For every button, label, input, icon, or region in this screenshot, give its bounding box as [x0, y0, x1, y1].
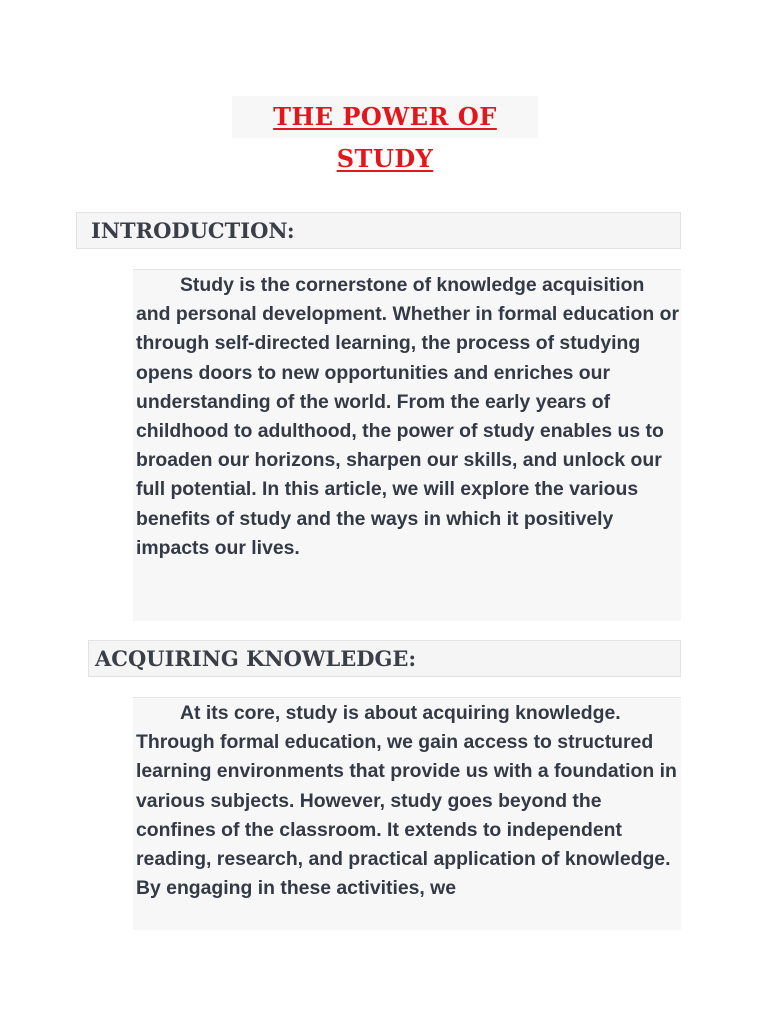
document-title: THE POWER OF STUDY: [232, 96, 538, 138]
section-heading-introduction: INTRODUCTION:: [76, 212, 681, 249]
section-paragraph-introduction: Study is the cornerstone of knowledge acquisition and personal development. Whether in formal education or through self-directed learning, the process of studying opens doors to new opportunities and enriches our understanding of the world. From the early years of childhood to adulthood, the power of study enables us to broaden our horizons, sharpen our skills, and unlock our full potential. In this article, we will explore the various benefits of study and the ways in which it positively impacts our lives.: [133, 269, 681, 621]
section-paragraph-acquiring-knowledge: At its core, study is about acquiring knowledge. Through formal education, we gain access to structured learning environments that provide us with a foundation in various subjects. However, study goes beyond the confines of the classroom. It extends to independent reading, research, and practical application of knowledge. By engaging in these activities, we: [133, 697, 681, 930]
section-heading-acquiring-knowledge: ACQUIRING KNOWLEDGE:: [88, 640, 681, 677]
